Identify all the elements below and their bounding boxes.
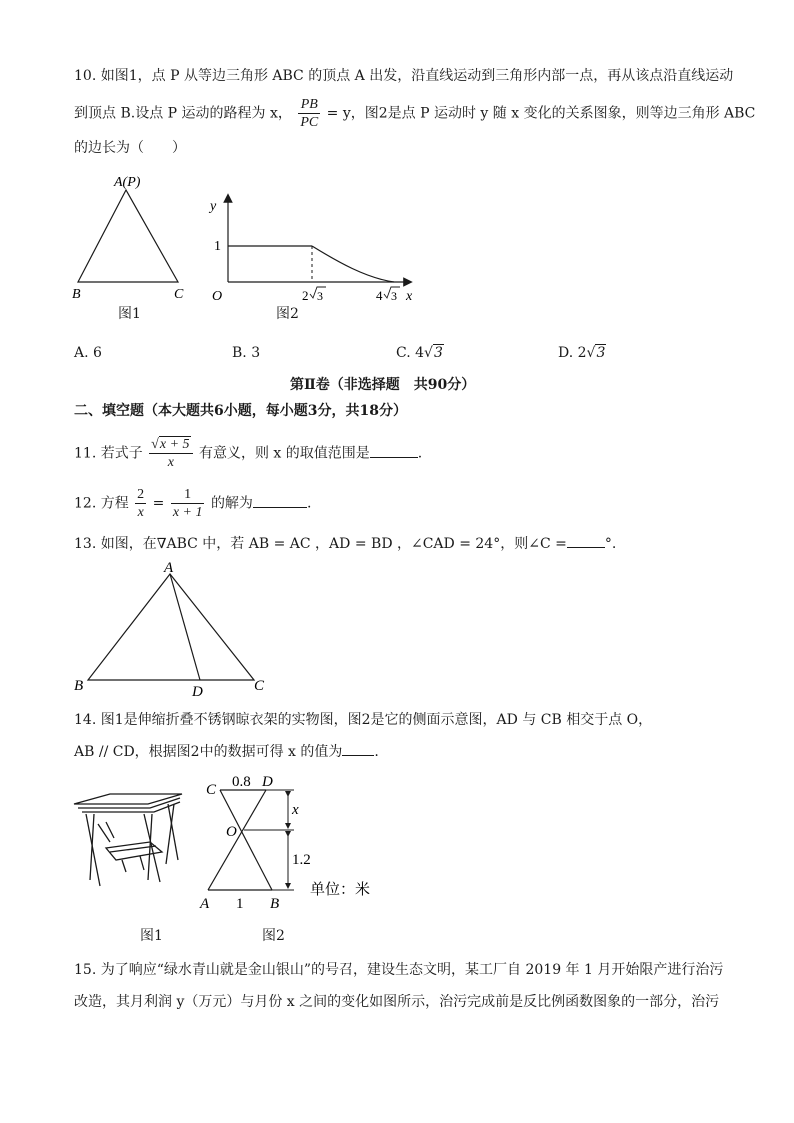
q14-line2: AB // CD，根据图2中的数据可得 x 的值为 . — [74, 741, 379, 762]
q10-fig2-caption: 图2 — [276, 306, 299, 322]
q12-fraction-left: $\frac{2}{x}$ — [137, 487, 145, 520]
q14-blank[interactable] — [342, 741, 374, 756]
q10-figure2 — [198, 190, 428, 308]
q13-figure — [70, 560, 280, 700]
label-a: A — [200, 896, 210, 912]
q10-line1: 10. 如图1，点 P 从等边三角形 ABC 的顶点 A 出发，沿直线运动到三角形内部一点，再从该点沿直线运动 — [74, 68, 734, 84]
option-a: A. 6 — [74, 345, 102, 361]
q11-fraction: $\frac{√x + 5}{x}$ — [149, 436, 192, 471]
q14-caption1: 图1 — [140, 928, 163, 944]
height-length: 1.2 — [292, 852, 311, 868]
q12-fraction-right: $\frac{1}{x + 1}$ — [172, 487, 203, 520]
segment-ad — [170, 574, 200, 680]
label-b: B — [72, 287, 81, 300]
top-length: 0.8 — [232, 774, 251, 790]
label-d: D — [192, 684, 203, 700]
y-tick-1: 1 — [214, 239, 221, 254]
unit-label: 单位：米 — [310, 882, 371, 898]
drying-rack-photo — [70, 790, 186, 890]
decreasing-curve — [312, 246, 394, 282]
q14-figure2 — [196, 770, 392, 916]
q10-fraction: $\frac{PB}{PC}$ — [300, 97, 319, 130]
label-d: D — [262, 774, 273, 790]
triangle-abc — [88, 574, 254, 680]
y-axis-label: y — [210, 199, 217, 214]
label-c: C — [206, 782, 217, 798]
option-c: C. 4√3 — [396, 345, 443, 361]
q14-caption2: 图2 — [262, 928, 285, 944]
option-b: B. 3 — [232, 345, 261, 361]
origin-label: O — [212, 289, 223, 304]
q12-blank[interactable] — [253, 493, 307, 508]
q13-blank[interactable] — [567, 533, 605, 548]
q13: 13. 如图，在∇ABC 中，若 AB = AC ，AD = BD ，∠CAD = 24°，则∠C = °. — [74, 533, 616, 554]
label-c: C — [174, 287, 184, 300]
triangle-abc — [78, 190, 178, 282]
q10-fig1-caption: 图1 — [118, 306, 141, 322]
label-b: B — [270, 896, 280, 912]
x-tick2-root: 3 — [391, 289, 397, 303]
volume-title: 第Ⅱ卷（非选择题 共90分） — [290, 377, 476, 393]
x-axis-label: x — [406, 289, 413, 304]
q10-figure1 — [66, 170, 196, 300]
q11: 11. 若式子 $\frac{√x + 5}{x}$ 有意义，则 x 的取值范围是 . — [74, 437, 423, 470]
label-o: O — [226, 824, 237, 840]
q15-line1: 15. 为了响应“绿水青山就是金山银山”的号召，建设生态文明，某工厂自 2019 年 1 月开始限产进行治污 — [74, 962, 724, 978]
option-d: D. 2√3 — [558, 345, 606, 361]
q10-line2: 到顶点 B.设点 P 运动的路程为 x， $\frac{PB}{PC}$ = y，图2是点 P 运动时 y 随 x 变化的关系图象，则等边三角形 ABC — [74, 97, 756, 130]
segment-cb — [220, 790, 272, 890]
segment-da — [208, 790, 266, 890]
label-apex: A(P) — [114, 175, 141, 190]
q14-line1: 14. 图1是伸缩折叠不锈钢晾衣架的实物图，图2是它的侧面示意图，AD 与 CB 相交于点 O， — [74, 712, 653, 728]
label-a: A — [164, 560, 174, 576]
bottom-length: 1 — [236, 896, 244, 912]
x-tick1-root: 3 — [317, 289, 323, 303]
label-c: C — [254, 678, 265, 694]
section-heading: 二、填空题（本大题共6小题，每小题3分，共18分） — [74, 403, 407, 419]
q15-line2: 改造，其月利润 y（万元）与月份 x 之间的变化如图所示，治污完成前是反比例函数图象的一部分，治污 — [74, 994, 720, 1010]
q12: 12. 方程 $\frac{2}{x}$ = $\frac{1}{x + 1}$ 的解为 . — [74, 487, 312, 520]
q11-blank[interactable] — [370, 443, 418, 458]
label-b: B — [74, 678, 84, 694]
x-tick1-coef: 2 — [302, 288, 309, 303]
x-tick2-coef: 4 — [376, 288, 383, 303]
q10-line3: 的边长为（ ） — [74, 140, 186, 156]
label-x: x — [292, 802, 299, 818]
